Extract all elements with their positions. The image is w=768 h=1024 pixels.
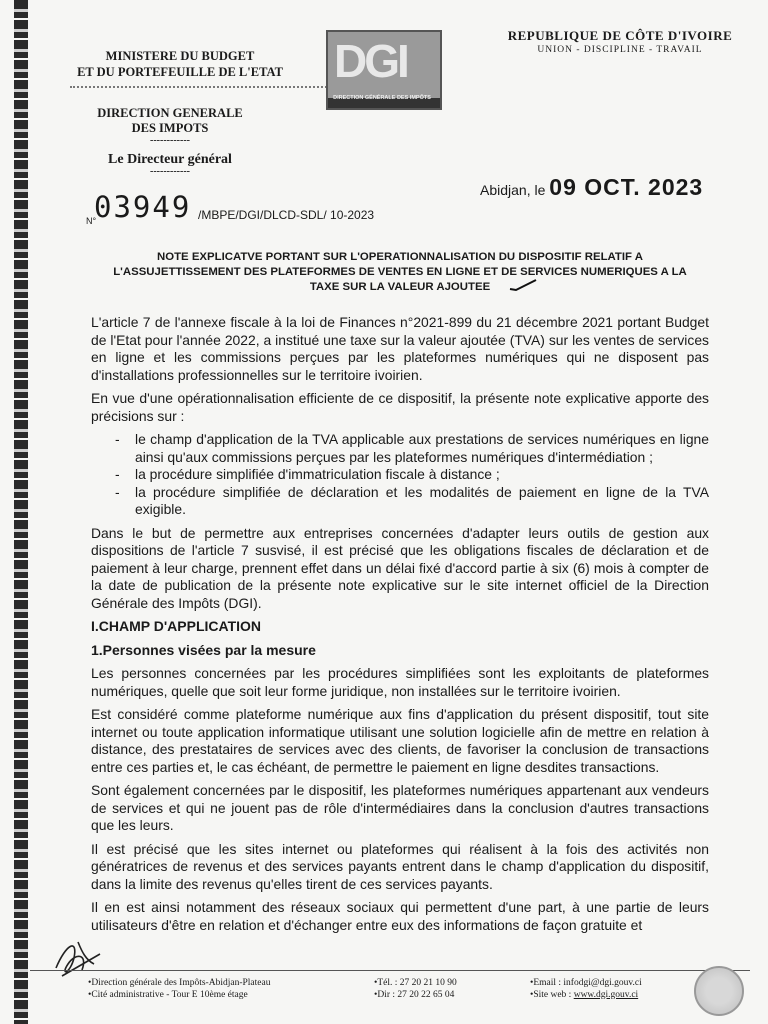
- subsection-heading: 1.Personnes visées par la mesure: [91, 641, 316, 658]
- footer-divider: [30, 970, 750, 971]
- footer-address: •Direction générale des Impôts-Abidjan-Plateau •Cité administrative - Tour E 10ème étage: [88, 978, 271, 1000]
- header-divider: [70, 86, 335, 88]
- checkmark-icon: [508, 278, 538, 292]
- city-label: Abidjan, le: [480, 182, 546, 198]
- director-separator: ------------: [150, 166, 190, 177]
- dgi-separator: ------------: [150, 135, 190, 146]
- republic-name: REPUBLIQUE DE CÔTE D'IVOIRE: [507, 28, 733, 43]
- paragraph-7: Il est précisé que les sites internet ou plateformes qui réalisent à la fois des activités non génératrices de revenus et des services payants entrent dans le champ d'application du dispositif, dans la limite des revenus qu'elles tirent de ces services payants.: [91, 840, 709, 892]
- scope-list: [91, 431, 709, 519]
- republic-header: [500, 28, 740, 55]
- section-heading: I.CHAMP D'APPLICATION: [91, 618, 262, 634]
- website-link[interactable]: www.dgi.gouv.ci: [573, 989, 639, 1000]
- signature-icon: [48, 924, 108, 984]
- paragraph-2: En vue d'une opérationnalisation efficiente de ce dispositif, la présente note explicative apporte des précisions sur :: [91, 390, 709, 424]
- ministry-header: [70, 48, 290, 80]
- logo-letters: DGI: [334, 35, 407, 87]
- paragraph-3: Dans le but de permettre aux entreprises concernées d'adapter leurs outils de gestion aux dispositions de l'article 7 susvisé, il est précisé que les obligations fiscales de déclaration et de paiement à leur charge, prennent effet dans un délai fixé d'accord partie à six (6) mois à compter de la date de publication de la présente note explicative sur le site internet officiel de la Direction Générale des Impôts (DGI).: [91, 524, 709, 611]
- dgi-line-1: DIRECTION GENERALE: [97, 106, 243, 120]
- seal-icon: [694, 966, 744, 1016]
- paragraph-1: L'article 7 de l'annexe fiscale à la loi de Finances n°2021-899 du 21 décembre 2021 portant Budget de l'Etat pour l'année 2022, a institué une taxe sur la valeur ajoutée (TVA) sur les ventes de services en ligne et les commissions perçues par les plateformes numériques qui ne disposent pas d'installations professionnelles sur le territoire ivoirien.: [91, 314, 709, 383]
- footer-contacts: •Email : infodgi@dgi.gouv.ci •Site web : www.dgi.gouv.ci: [530, 978, 642, 1000]
- paragraph-6: Sont également concernées par le dispositif, les plateformes numériques appartenant aux vendeurs de services et qui ne jouent pas de rôle d'intermédiaires dans la conclusion d'autres transactions que les leurs.: [91, 782, 709, 833]
- list-item: - la procédure simplifiée d'immatriculation fiscale à distance ;: [115, 466, 500, 482]
- paragraph-5: Est considéré comme plateforme numérique aux fins d'application du présent dispositif, tout site internet ou toute application informatique utilisant une solution logicielle afin de mettre en relation à distance, des prestataires de services avec des clients, de favoriser la conclusion de transactions entre ces parties et, le cas échéant, de permettre le paiement en ligne desdites transactions.: [91, 706, 709, 775]
- document-date: 09 OCT. 2023: [549, 174, 704, 200]
- director-title: Le Directeur général: [108, 152, 232, 167]
- ref-number: 03949: [94, 190, 192, 224]
- dgi-line-2: DES IMPOTS: [131, 121, 209, 135]
- note-title: NOTE EXPLICATVE PORTANT SUR L'OPERATIONNALISATION DU DISPOSITIF RELATIF A L'ASSUJETTISSEMENT DES PLATEFORMES DE VENTES EN LIGNE ET DE SERVICES NUMERIQUES A LA TAXE SUR LA VALEUR AJOUTEE: [113, 251, 687, 293]
- paragraph-4: Les personnes concernées par les procédures simplifiées sont les exploitants de plateformes numériques, quelle que soit leur forme juridique, non installées sur le territoire ivoirien.: [91, 665, 709, 699]
- list-item: - le champ d'application de la TVA applicable aux prestations de services numériques en ligne ainsi qu'aux commissions perçues par les plateformes numériques d'intermédiation ;: [115, 431, 709, 465]
- ministry-line-1: MINISTERE DU BUDGET: [105, 49, 255, 63]
- document-body: [91, 314, 709, 940]
- ref-suffix: /MBPE/DGI/DLCD-SDL/ 10-2023: [198, 208, 375, 222]
- list-item: - la procédure simplifiée de déclaration et les modalités de paiement en ligne de la TVA exigible.: [115, 483, 709, 517]
- place-date: [480, 174, 703, 201]
- scan-binding-strip: [14, 0, 28, 1024]
- paragraph-8: Il en est ainsi notamment des réseaux sociaux qui permettent d'une part, à une partie de leurs utilisateurs d'être en relation et d'échanger entre eux des informations de façon gratuite et: [91, 899, 709, 933]
- dgi-block: [70, 106, 270, 177]
- footer-phones: •Tél. : 27 20 21 10 90 •Dir : 27 20 22 65 04: [374, 978, 457, 1000]
- republic-motto: UNION - DISCIPLINE - TRAVAIL: [537, 45, 703, 55]
- logo-caption: DIRECTION GÉNÉRALE DES IMPÔTS: [333, 95, 431, 101]
- ministry-line-2: ET DU PORTEFEUILLE DE L'ETAT: [77, 65, 283, 79]
- ref-prefix: N°: [86, 216, 97, 226]
